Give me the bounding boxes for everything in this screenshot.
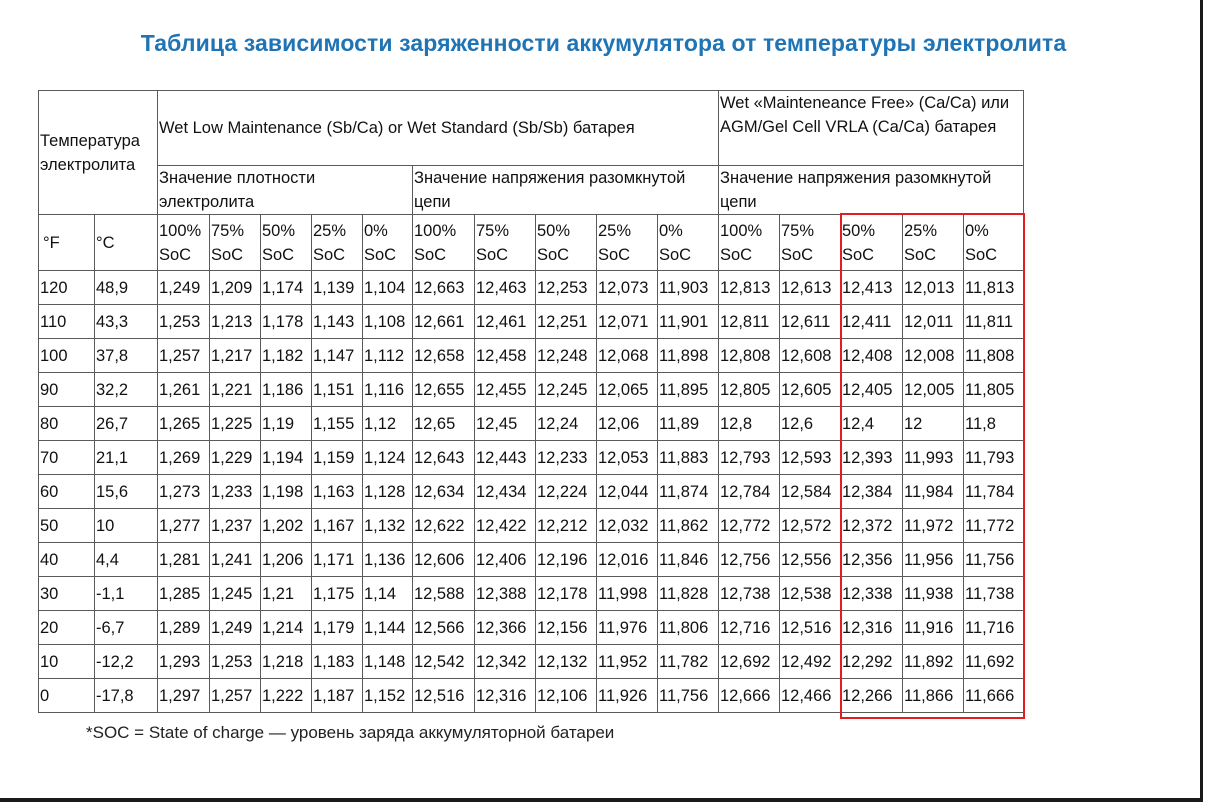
table-cell: 12,463 <box>475 271 536 305</box>
table-cell: 12,455 <box>475 373 536 407</box>
table-row <box>39 611 1024 645</box>
table-cell: 12,793 <box>719 441 780 475</box>
table-cell: 1,206 <box>261 543 312 577</box>
table-cell: 12,132 <box>536 645 597 679</box>
table-cell: 1,253 <box>210 645 261 679</box>
table-cell: 1,19 <box>261 407 312 441</box>
table-cell: 11,993 <box>903 441 964 475</box>
header-soc-label: 75% SoC <box>210 215 261 271</box>
table-cell: 1,136 <box>363 543 413 577</box>
table-cell: 12,248 <box>536 339 597 373</box>
table-cell: 11,895 <box>658 373 719 407</box>
table-cell: 1,233 <box>210 475 261 509</box>
table-cell: 1,12 <box>363 407 413 441</box>
table-cell: 12,808 <box>719 339 780 373</box>
table-cell: 1,249 <box>210 611 261 645</box>
table-cell: 12,813 <box>719 271 780 305</box>
header-voltage-standard: Значение напряжения разомкнутой цепи <box>413 166 719 215</box>
table-cell: 11,862 <box>658 509 719 543</box>
header-soc-label: 100% SoC <box>413 215 475 271</box>
table-cell: 1,229 <box>210 441 261 475</box>
table-cell: 12,24 <box>536 407 597 441</box>
table-cell: 1,214 <box>261 611 312 645</box>
table-cell: 12,388 <box>475 577 536 611</box>
table-cell: 1,171 <box>312 543 363 577</box>
table-cell: 11,756 <box>964 543 1024 577</box>
table-cell: 11,806 <box>658 611 719 645</box>
table-row <box>39 543 1024 577</box>
table-cell: 12,643 <box>413 441 475 475</box>
header-soc-label: 75% SoC <box>475 215 536 271</box>
cell-temp-c: 15,6 <box>95 475 158 509</box>
table-cell: 12,06 <box>597 407 658 441</box>
table-row <box>39 339 1024 373</box>
cell-temp-c: -1,1 <box>95 577 158 611</box>
table-cell: 1,144 <box>363 611 413 645</box>
header-soc-label: 50% SoC <box>261 215 312 271</box>
table-cell: 1,108 <box>363 305 413 339</box>
table-cell: 12,811 <box>719 305 780 339</box>
table-cell: 1,281 <box>158 543 210 577</box>
table-cell: 12,588 <box>413 577 475 611</box>
table-cell: 1,217 <box>210 339 261 373</box>
table-cell: 1,194 <box>261 441 312 475</box>
header-soc-label: 100% SoC <box>719 215 780 271</box>
table-cell: 11,793 <box>964 441 1024 475</box>
table-cell: 12,542 <box>413 645 475 679</box>
table-row <box>39 645 1024 679</box>
table-cell: 11,898 <box>658 339 719 373</box>
cell-temp-f: 100 <box>39 339 95 373</box>
table-cell: 12,655 <box>413 373 475 407</box>
table-cell: 12,716 <box>719 611 780 645</box>
header-temperature: Температура электролита <box>39 91 158 215</box>
table-row <box>39 271 1024 305</box>
table-cell: 1,253 <box>158 305 210 339</box>
table-cell: 12,738 <box>719 577 780 611</box>
table-cell: 12,756 <box>719 543 780 577</box>
table-cell: 12,266 <box>841 679 903 713</box>
table-cell: 12,538 <box>780 577 841 611</box>
table-cell: 12,556 <box>780 543 841 577</box>
table-cell: 1,222 <box>261 679 312 713</box>
table-cell: 1,143 <box>312 305 363 339</box>
table-cell: 12,572 <box>780 509 841 543</box>
table-cell: 1,128 <box>363 475 413 509</box>
table-cell: 12,593 <box>780 441 841 475</box>
table-cell: 12,458 <box>475 339 536 373</box>
table-cell: 12,443 <box>475 441 536 475</box>
table-cell: 12,196 <box>536 543 597 577</box>
table-cell: 1,209 <box>210 271 261 305</box>
table-cell: 12,016 <box>597 543 658 577</box>
table-cell: 12,366 <box>475 611 536 645</box>
table-cell: 12,292 <box>841 645 903 679</box>
cell-temp-f: 80 <box>39 407 95 441</box>
header-group-wet-standard: Wet Low Maintenance (Sb/Ca) or Wet Standard (Sb/Sb) батарея <box>158 91 719 166</box>
cell-temp-c: 26,7 <box>95 407 158 441</box>
header-soc-label: 0% SoC <box>658 215 719 271</box>
table-cell: 12,393 <box>841 441 903 475</box>
cell-temp-c: 4,4 <box>95 543 158 577</box>
cell-temp-f: 0 <box>39 679 95 713</box>
temperature-soc-table <box>38 90 1024 713</box>
table-cell: 1,139 <box>312 271 363 305</box>
table-cell: 12,466 <box>780 679 841 713</box>
cell-temp-f: 90 <box>39 373 95 407</box>
table-cell: 1,269 <box>158 441 210 475</box>
table-cell: 12,065 <box>597 373 658 407</box>
table-row <box>39 509 1024 543</box>
table-cell: 12,411 <box>841 305 903 339</box>
table-cell: 1,225 <box>210 407 261 441</box>
table-cell: 1,257 <box>158 339 210 373</box>
cell-temp-c: 10 <box>95 509 158 543</box>
table-cell: 12,316 <box>841 611 903 645</box>
table-cell: 1,186 <box>261 373 312 407</box>
table-cell: 1,183 <box>312 645 363 679</box>
table-cell: 12,316 <box>475 679 536 713</box>
table-cell: 12,013 <box>903 271 964 305</box>
table-cell: 12,011 <box>903 305 964 339</box>
table-row <box>39 475 1024 509</box>
table-cell: 12,342 <box>475 645 536 679</box>
header-unit-celsius: °C <box>95 215 158 271</box>
table-cell: 11,976 <box>597 611 658 645</box>
table-cell: 1,265 <box>158 407 210 441</box>
table-cell: 12,606 <box>413 543 475 577</box>
table-cell: 12,156 <box>536 611 597 645</box>
table-cell: 12,071 <box>597 305 658 339</box>
header-soc-label: 25% SoC <box>597 215 658 271</box>
table-row <box>39 577 1024 611</box>
table-cell: 11,846 <box>658 543 719 577</box>
footnote: *SOC = State of charge — уровень заряда аккумуляторной батареи <box>86 723 615 742</box>
table-cell: 11,866 <box>903 679 964 713</box>
header-soc-label: 50% SoC <box>841 215 903 271</box>
table-cell: 12,032 <box>597 509 658 543</box>
table-cell: 1,198 <box>261 475 312 509</box>
table-cell: 12,338 <box>841 577 903 611</box>
table-row <box>39 305 1024 339</box>
table-cell: 12,772 <box>719 509 780 543</box>
table-cell: 12,461 <box>475 305 536 339</box>
table-cell: 12,605 <box>780 373 841 407</box>
table-cell: 12,622 <box>413 509 475 543</box>
table-cell: 12,516 <box>780 611 841 645</box>
table-cell: 12,212 <box>536 509 597 543</box>
header-soc-label: 0% SoC <box>363 215 413 271</box>
header-soc-label: 75% SoC <box>780 215 841 271</box>
table-cell: 1,152 <box>363 679 413 713</box>
table-cell: 11,828 <box>658 577 719 611</box>
table-cell: 1,245 <box>210 577 261 611</box>
cell-temp-f: 50 <box>39 509 95 543</box>
table-cell: 12,4 <box>841 407 903 441</box>
table-cell: 1,155 <box>312 407 363 441</box>
cell-temp-c: 21,1 <box>95 441 158 475</box>
table-cell: 12,661 <box>413 305 475 339</box>
table-cell: 12,044 <box>597 475 658 509</box>
table-cell: 1,261 <box>158 373 210 407</box>
table-cell: 1,241 <box>210 543 261 577</box>
table-cell: 1,151 <box>312 373 363 407</box>
table-cell: 12,784 <box>719 475 780 509</box>
table-cell: 11,901 <box>658 305 719 339</box>
header-soc-label: 50% SoC <box>536 215 597 271</box>
table-cell: 12,805 <box>719 373 780 407</box>
cell-temp-f: 20 <box>39 611 95 645</box>
table-cell: 1,277 <box>158 509 210 543</box>
table-cell: 11,874 <box>658 475 719 509</box>
cell-temp-c: 32,2 <box>95 373 158 407</box>
table-cell: 1,182 <box>261 339 312 373</box>
table-cell: 12,253 <box>536 271 597 305</box>
header-soc-label: 0% SoC <box>964 215 1024 271</box>
table-cell: 1,163 <box>312 475 363 509</box>
table-cell: 12,422 <box>475 509 536 543</box>
table-cell: 12,372 <box>841 509 903 543</box>
table-cell: 1,124 <box>363 441 413 475</box>
table-cell: 11,916 <box>903 611 964 645</box>
table-cell: 11,716 <box>964 611 1024 645</box>
table-cell: 1,174 <box>261 271 312 305</box>
table-cell: 1,104 <box>363 271 413 305</box>
table-cell: 12,45 <box>475 407 536 441</box>
table-cell: 11,756 <box>658 679 719 713</box>
cell-temp-c: 37,8 <box>95 339 158 373</box>
header-row-units <box>39 215 1024 271</box>
header-unit-fahrenheit: °F <box>39 215 95 271</box>
table-cell: 1,167 <box>312 509 363 543</box>
table-cell: 11,692 <box>964 645 1024 679</box>
cell-temp-c: -6,7 <box>95 611 158 645</box>
header-row-groups <box>39 91 1024 166</box>
table-cell: 1,218 <box>261 645 312 679</box>
table-cell: 12,405 <box>841 373 903 407</box>
table-cell: 12,584 <box>780 475 841 509</box>
table-cell: 12,6 <box>780 407 841 441</box>
cell-temp-c: 48,9 <box>95 271 158 305</box>
table-cell: 1,148 <box>363 645 413 679</box>
table-row <box>39 373 1024 407</box>
table-cell: 11,811 <box>964 305 1024 339</box>
table-row <box>39 441 1024 475</box>
table-cell: 1,221 <box>210 373 261 407</box>
table-cell: 11,772 <box>964 509 1024 543</box>
table-cell: 11,784 <box>964 475 1024 509</box>
cell-temp-c: -17,8 <box>95 679 158 713</box>
table-cell: 1,178 <box>261 305 312 339</box>
table-cell: 12,663 <box>413 271 475 305</box>
table-cell: 12,492 <box>780 645 841 679</box>
table-cell: 12,413 <box>841 271 903 305</box>
table-cell: 12,053 <box>597 441 658 475</box>
table-cell: 12,8 <box>719 407 780 441</box>
table-cell: 1,202 <box>261 509 312 543</box>
table-cell: 1,175 <box>312 577 363 611</box>
table-cell: 1,289 <box>158 611 210 645</box>
table-cell: 12,658 <box>413 339 475 373</box>
table-cell: 1,147 <box>312 339 363 373</box>
table-cell: 1,213 <box>210 305 261 339</box>
table-cell: 1,112 <box>363 339 413 373</box>
table-row <box>39 679 1024 713</box>
cell-temp-f: 30 <box>39 577 95 611</box>
table-cell: 11,984 <box>903 475 964 509</box>
table-cell: 11,883 <box>658 441 719 475</box>
table-cell: 12,406 <box>475 543 536 577</box>
table-cell: 12,068 <box>597 339 658 373</box>
cell-temp-c: 43,3 <box>95 305 158 339</box>
table-cell: 11,805 <box>964 373 1024 407</box>
table-cell: 1,297 <box>158 679 210 713</box>
table-cell: 1,285 <box>158 577 210 611</box>
table-cell: 11,808 <box>964 339 1024 373</box>
table-cell: 11,8 <box>964 407 1024 441</box>
table-cell: 12,008 <box>903 339 964 373</box>
table-cell: 12,434 <box>475 475 536 509</box>
table-cell: 1,132 <box>363 509 413 543</box>
table-cell: 1,293 <box>158 645 210 679</box>
table-cell: 12,611 <box>780 305 841 339</box>
cell-temp-f: 40 <box>39 543 95 577</box>
cell-temp-f: 70 <box>39 441 95 475</box>
header-soc-label: 100% SoC <box>158 215 210 271</box>
table-cell: 11,89 <box>658 407 719 441</box>
table-cell: 12,566 <box>413 611 475 645</box>
cell-temp-f: 60 <box>39 475 95 509</box>
table-cell: 1,249 <box>158 271 210 305</box>
table-cell: 12,634 <box>413 475 475 509</box>
table-cell: 12,65 <box>413 407 475 441</box>
cell-temp-f: 110 <box>39 305 95 339</box>
table-cell: 12,384 <box>841 475 903 509</box>
table-cell: 12,356 <box>841 543 903 577</box>
header-voltage-maintenance-free: Значение напряжения разомкнутой цепи <box>719 166 1024 215</box>
table-cell: 12,073 <box>597 271 658 305</box>
table-cell: 1,237 <box>210 509 261 543</box>
table-cell: 11,972 <box>903 509 964 543</box>
table-row <box>39 407 1024 441</box>
header-group-maintenance-free: Wet «Mainteneance Free» (Ca/Ca) или AGM/Gel Cell VRLA (Ca/Ca) батарея <box>719 91 1024 166</box>
header-density: Значение плотности электролита <box>158 166 413 215</box>
header-soc-label: 25% SoC <box>312 215 363 271</box>
table-cell: 11,892 <box>903 645 964 679</box>
table-cell: 12,178 <box>536 577 597 611</box>
table-cell: 11,998 <box>597 577 658 611</box>
table-cell: 11,956 <box>903 543 964 577</box>
table-cell: 1,187 <box>312 679 363 713</box>
table-cell: 12,224 <box>536 475 597 509</box>
table-cell: 11,952 <box>597 645 658 679</box>
table-cell: 1,159 <box>312 441 363 475</box>
table-cell: 11,782 <box>658 645 719 679</box>
table-cell: 12,516 <box>413 679 475 713</box>
cell-temp-c: -12,2 <box>95 645 158 679</box>
table-cell: 1,116 <box>363 373 413 407</box>
table-cell: 12,251 <box>536 305 597 339</box>
table-cell: 11,738 <box>964 577 1024 611</box>
table-cell: 12,005 <box>903 373 964 407</box>
table-cell: 1,273 <box>158 475 210 509</box>
table-cell: 12,233 <box>536 441 597 475</box>
table-cell: 1,257 <box>210 679 261 713</box>
table-cell: 11,938 <box>903 577 964 611</box>
table-cell: 12,106 <box>536 679 597 713</box>
table-cell: 11,903 <box>658 271 719 305</box>
table-cell: 12,692 <box>719 645 780 679</box>
page-title: Таблица зависимости заряженности аккумулятора от температуры электролита <box>140 30 1067 56</box>
table-cell: 12,408 <box>841 339 903 373</box>
table-cell: 1,179 <box>312 611 363 645</box>
cell-temp-f: 10 <box>39 645 95 679</box>
table-cell: 1,14 <box>363 577 413 611</box>
table-cell: 12,245 <box>536 373 597 407</box>
table-cell: 12,613 <box>780 271 841 305</box>
table-cell: 1,21 <box>261 577 312 611</box>
table-cell: 12,608 <box>780 339 841 373</box>
cell-temp-f: 120 <box>39 271 95 305</box>
table-cell: 12 <box>903 407 964 441</box>
header-row-measures <box>39 166 1024 215</box>
table-cell: 12,666 <box>719 679 780 713</box>
header-soc-label: 25% SoC <box>903 215 964 271</box>
table-cell: 11,666 <box>964 679 1024 713</box>
table-cell: 11,926 <box>597 679 658 713</box>
table-cell: 11,813 <box>964 271 1024 305</box>
